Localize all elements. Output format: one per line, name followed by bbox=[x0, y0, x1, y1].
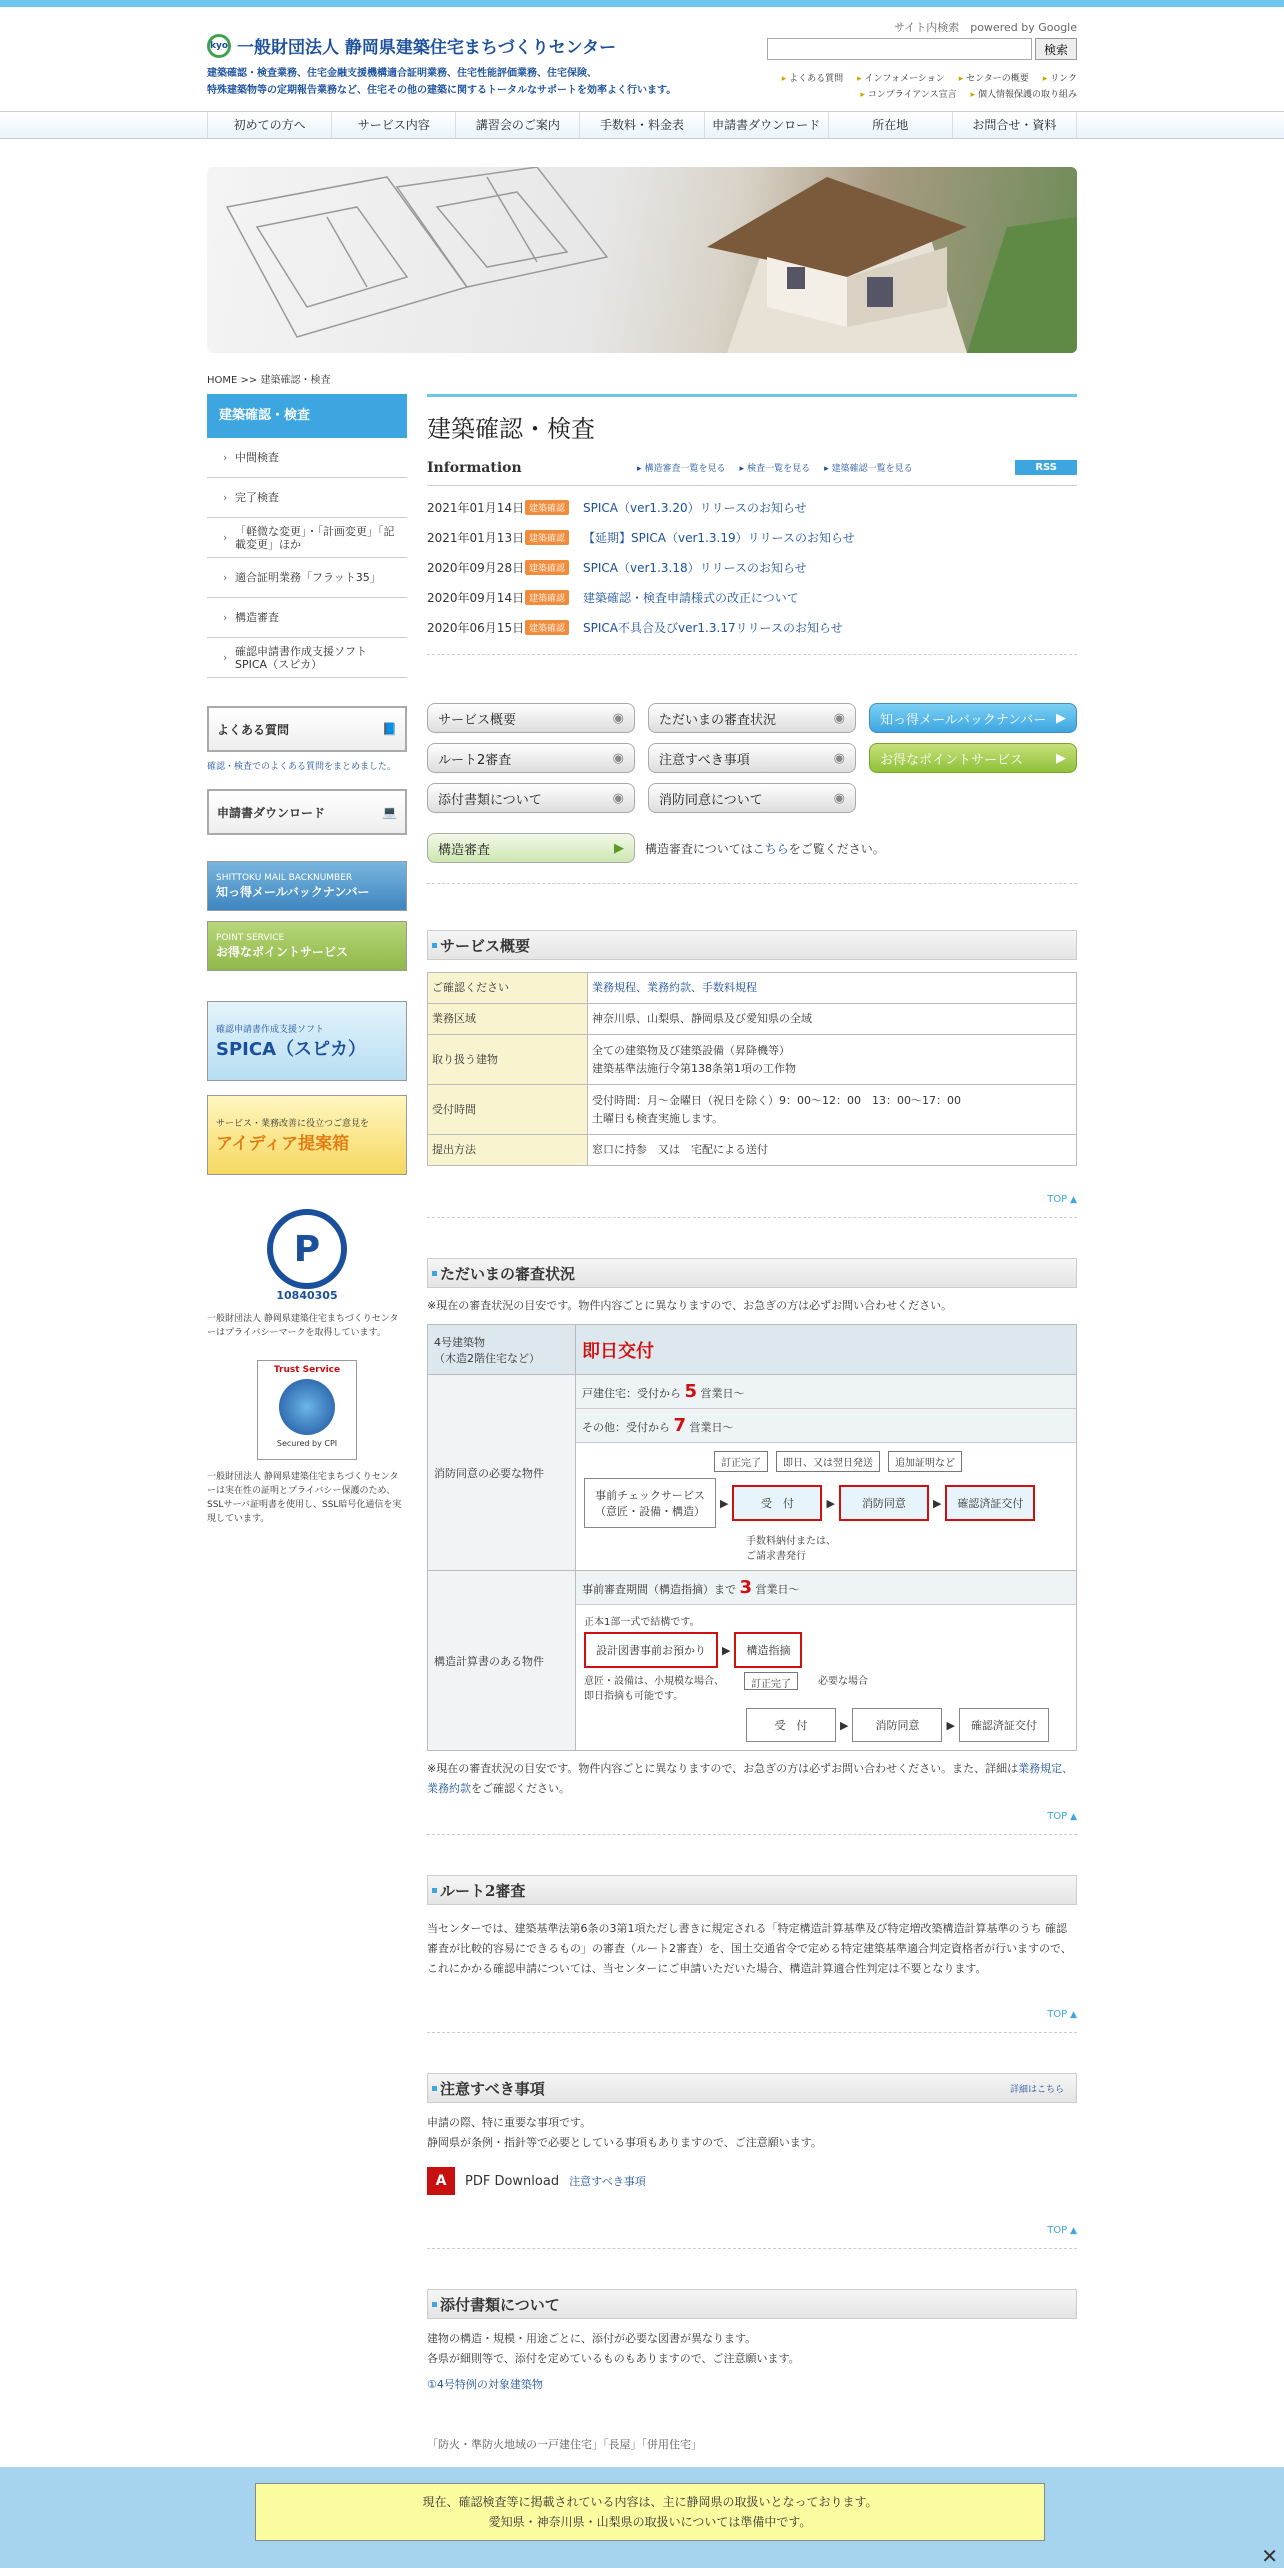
button-label: 知っ得メールバックナンバー bbox=[880, 712, 1047, 728]
site-logo[interactable] bbox=[207, 33, 616, 58]
attach-line: 「防火・準防火地域の一戸建住宅」「長屋」「併用住宅」 bbox=[427, 2438, 702, 2451]
flow-tag: 訂正完了 bbox=[744, 1672, 798, 1690]
globe-icon bbox=[279, 1379, 335, 1435]
nav-item[interactable]: 講習会のご案内 bbox=[455, 112, 579, 138]
table-key: 提出方法 bbox=[428, 1135, 588, 1166]
flow-box: 設計図書事前お預かり bbox=[584, 1632, 718, 1668]
table-row bbox=[428, 1085, 1077, 1135]
attachments-text bbox=[427, 2329, 1077, 2455]
fire-text: 戸建住宅：受付から bbox=[582, 1387, 681, 1400]
news-badge: 建築確認 bbox=[525, 620, 569, 635]
util-link[interactable]: ▸ インフォメーション bbox=[857, 74, 945, 84]
tagline-line: 建築確認・検査業務、住宅金融支援機構適合証明業務、住宅性能評価業務、住宅保険、 bbox=[207, 68, 597, 79]
review-table bbox=[427, 1324, 1077, 1751]
arrow-right-icon: ▶ bbox=[826, 1496, 835, 1510]
util-link[interactable]: ▸ 個人情報保護の取り組み bbox=[971, 90, 1077, 100]
table-row bbox=[428, 1325, 1077, 1375]
route2-text: 当センターでは、建築基準法第6条の3第1項ただし書きに規定される「特定構造計算基準及び特定増改築構造計算基準のうち 確認審査が比較的容易にできるもの」の審査（ルート2審査）を、国土交通省令で定める特定建築基準適合判定資格者が行いますので、これにかかる確認申請については、当センターにご申請いただいた場合、構造計算適合性判定は不要となります。 bbox=[427, 1922, 1072, 1975]
news-badge: 建築確認 bbox=[525, 590, 569, 605]
button-label: 構造審査 bbox=[438, 842, 491, 858]
pdf-link[interactable]: 注意すべき事項 bbox=[569, 2175, 646, 2188]
table-value: 窓口に持参 又は 宅配による送付 bbox=[588, 1135, 1077, 1166]
news-link[interactable]: 【延期】SPICA（ver1.3.19）リリースのお知らせ bbox=[583, 530, 855, 545]
nav-item[interactable]: 初めての方へ bbox=[207, 112, 331, 138]
trust-title: Trust Service bbox=[273, 1365, 341, 1375]
fee-note: ご請求書発行 bbox=[746, 1551, 806, 1562]
banner-sub: SHITTOKU MAIL BACKNUMBER bbox=[216, 872, 353, 883]
button-label: 注意すべき事項 bbox=[659, 752, 750, 768]
button-label: ただいまの審査状況 bbox=[659, 712, 777, 728]
structural-flow bbox=[576, 1605, 1076, 1750]
close-icon[interactable]: ✕ bbox=[1261, 2544, 1278, 2568]
str-text: 事前審査期間（構造指摘）まで bbox=[582, 1583, 736, 1596]
back-to-top[interactable]: TOP ▲ bbox=[427, 2009, 1077, 2020]
arrow-circle-icon: ◉ bbox=[833, 710, 845, 726]
news-date: 2020年06月15日 bbox=[427, 620, 525, 635]
util-link[interactable]: ▸ コンプライアンス宣言 bbox=[860, 90, 956, 100]
table-value: 神奈川県、山梨県、静岡県及び愛知県の全域 bbox=[588, 1004, 1077, 1035]
caution-button[interactable] bbox=[648, 743, 856, 773]
faq-button[interactable] bbox=[207, 706, 407, 752]
faq-note: 確認・検査でのよくある質問をまとめました。 bbox=[207, 762, 397, 772]
spica-banner[interactable] bbox=[207, 1001, 407, 1081]
blueprint-house-illustration bbox=[207, 167, 1077, 353]
attach-line: ①4号特例の対象建築物 bbox=[427, 2378, 543, 2391]
button-label: 消防同意について bbox=[659, 792, 763, 808]
util-link[interactable]: ▸ リンク bbox=[1043, 74, 1077, 84]
back-to-top[interactable]: TOP ▲ bbox=[427, 1194, 1077, 1205]
flow-box: 構造指摘 bbox=[734, 1632, 802, 1668]
arrow-circle-icon: ◉ bbox=[612, 790, 624, 806]
table-row bbox=[428, 1375, 1077, 1571]
news-item bbox=[427, 582, 1077, 612]
banner-sub: サービス・業務改善に役立つご意見を bbox=[216, 1119, 370, 1129]
back-to-top[interactable]: TOP ▲ bbox=[427, 1811, 1077, 1822]
site-header bbox=[207, 7, 1077, 111]
flow-box: 受 付 bbox=[732, 1485, 822, 1521]
rules-link[interactable]: 業務規定、業務約款 bbox=[427, 1762, 1074, 1795]
notice-box bbox=[255, 2483, 1045, 2541]
trust-text: 一般財団法人 静岡県建築住宅まちづくりセンターは実在性の証明とプライバシー保護のため、SSLサーバ証明書を使用し、SSL暗号化通信を実現しています。 bbox=[207, 1472, 402, 1524]
info-link[interactable]: ▸ 建築確認一覧を見る bbox=[824, 461, 913, 474]
point-service-button[interactable] bbox=[869, 743, 1077, 773]
util-link[interactable]: ▸ よくある質問 bbox=[782, 74, 843, 84]
arrow-circle-icon: ◉ bbox=[612, 750, 624, 766]
fee-note: 手数料納付または、 bbox=[746, 1536, 836, 1547]
nav-item[interactable]: サービス内容 bbox=[331, 112, 455, 138]
search-label: サイト内検索 powered by Google bbox=[893, 21, 1077, 34]
download-button[interactable] bbox=[207, 789, 407, 835]
note-text: をご確認ください。 bbox=[471, 1782, 570, 1795]
privacy-mark-icon: P bbox=[267, 1209, 347, 1289]
structural-review-button[interactable] bbox=[427, 833, 635, 863]
flow-box: 消防同意 bbox=[852, 1708, 942, 1742]
table-row bbox=[428, 1135, 1077, 1166]
pmark-number: 10840305 bbox=[276, 1289, 338, 1302]
fire-flow bbox=[576, 1443, 1076, 1570]
info-link[interactable]: ▸ 検査一覧を見る bbox=[740, 461, 811, 474]
table-key: 受付時間 bbox=[428, 1085, 588, 1135]
table-key: 取り扱う建物 bbox=[428, 1035, 588, 1085]
mail-backnumber-button[interactable] bbox=[869, 703, 1077, 733]
note-text: ※現在の審査状況の目安です。物件内容ごとに異なりますので、お急ぎの方は必ずお問い合わせください。また、詳細は bbox=[427, 1762, 1019, 1775]
flow-tag: 必要な場合 bbox=[818, 1676, 868, 1687]
news-link[interactable]: SPICA不具合及びver1.3.17リリースのお知らせ bbox=[583, 620, 843, 635]
button-label: 添付書類について bbox=[438, 792, 542, 808]
sidebar-item[interactable]: › 中間検査 bbox=[207, 438, 407, 478]
news-list bbox=[427, 492, 1077, 642]
sidebar-item[interactable]: › 完了検査 bbox=[207, 478, 407, 518]
top-color-bar bbox=[0, 0, 1284, 7]
download-label: 申請書ダウンロード bbox=[217, 805, 326, 820]
privacy-mark[interactable] bbox=[257, 1209, 357, 1302]
table-key: 業務区域 bbox=[428, 1004, 588, 1035]
book-icon: 📘 bbox=[382, 722, 397, 736]
banner-title: 知っ得メールバックナンバー bbox=[216, 884, 370, 899]
button-label: サービス概要 bbox=[438, 712, 517, 728]
fire-text: 営業日〜 bbox=[700, 1387, 745, 1400]
caution-text bbox=[427, 2113, 1077, 2153]
service-overview-heading: サービス概要 bbox=[427, 930, 1077, 960]
news-item bbox=[427, 522, 1077, 552]
row-key: 4号建築物 bbox=[434, 1335, 485, 1349]
route2-heading: ルート2審査 bbox=[427, 1875, 1077, 1905]
review-note-2 bbox=[427, 1759, 1077, 1799]
flow-box: 事前チェックサービス （意匠・設備・構造） bbox=[584, 1478, 716, 1528]
arrow-circle-icon: ◉ bbox=[833, 790, 845, 806]
str-days: 3 bbox=[739, 1577, 753, 1598]
same-day-label: 即日交付 bbox=[582, 1340, 654, 1362]
arrow-circle-icon: ▶ bbox=[614, 840, 624, 856]
news-link[interactable]: 建築確認・検査申請様式の改正について bbox=[583, 590, 799, 605]
kozo-note bbox=[645, 840, 885, 857]
pdf-label: PDF Download bbox=[465, 2173, 560, 2189]
info-link[interactable]: ▸ 構造審査一覧を見る bbox=[637, 461, 726, 474]
caution-heading bbox=[427, 2073, 1077, 2103]
arrow-right-icon: ▶ bbox=[722, 1643, 731, 1657]
attach-line: 各県が細則等で、添付を定めているものもありますので、ご注意願います。 bbox=[427, 2352, 800, 2365]
notice-line: 愛知県・神奈川県・山梨県の取扱いについては準備中です。 bbox=[488, 2515, 812, 2529]
caution-line: 申請の際、特に重要な事項です。 bbox=[427, 2116, 592, 2129]
global-nav bbox=[0, 111, 1284, 139]
fire-text: 営業日〜 bbox=[689, 1421, 734, 1434]
sidebar bbox=[207, 394, 407, 2455]
flow-box: 確認済証交付 bbox=[959, 1708, 1049, 1742]
back-to-top[interactable]: TOP ▲ bbox=[427, 2225, 1077, 2236]
button-label: お得なポイントサービス bbox=[880, 752, 1024, 768]
table-value: 全ての建築物及び建築設備（昇降機等） bbox=[592, 1043, 790, 1057]
news-link[interactable]: SPICA（ver1.3.18）リリースのお知らせ bbox=[583, 560, 807, 575]
arrow-right-icon: ▶ bbox=[720, 1496, 729, 1510]
str-note: 即日指摘も可能です。 bbox=[584, 1691, 684, 1702]
notice-line: 現在、確認検査等に掲載されている内容は、主に静岡県の取扱いとなっております。 bbox=[422, 2495, 878, 2509]
table-value: 土曜日も検査実施します。 bbox=[592, 1111, 724, 1125]
arrow-circle-icon: ▶ bbox=[1056, 710, 1066, 726]
point-service-banner[interactable] bbox=[207, 921, 407, 971]
pdf-icon: A bbox=[427, 2167, 455, 2195]
info-bar bbox=[427, 450, 1077, 486]
str-note: 正本1部一式で結構です。 bbox=[584, 1617, 700, 1628]
rules-link[interactable]: 業務規程、業務約款、手数料規程 bbox=[592, 981, 757, 994]
review-status-button[interactable] bbox=[648, 703, 856, 733]
flow-box: 消防同意 bbox=[839, 1485, 929, 1521]
attachments-button[interactable] bbox=[427, 783, 635, 813]
main-content bbox=[427, 394, 1077, 2455]
banner-sub: POINT SERVICE bbox=[216, 932, 285, 943]
sidebar-item[interactable]: › 確認申請書作成支援ソフト SPICA（スピカ） bbox=[207, 638, 407, 678]
nav-item[interactable]: 手数料・料金表 bbox=[579, 112, 703, 138]
flow-tag: 即日、又は翌日発送 bbox=[776, 1451, 880, 1472]
news-badge: 建築確認 bbox=[525, 530, 569, 545]
search-input[interactable] bbox=[767, 38, 1032, 60]
sidebar-item[interactable]: › 適合証明業務「フラット35」 bbox=[207, 558, 407, 598]
detail-link[interactable]: 詳細はこちら bbox=[1009, 2084, 1064, 2095]
table-row bbox=[428, 1035, 1077, 1085]
arrow-right-icon: ▶ bbox=[932, 1496, 942, 1510]
news-date: 2020年09月28日 bbox=[427, 560, 525, 575]
pmark-text: 一般財団法人 静岡県建築住宅まちづくりセンターはプライバシーマークを取得しています。 bbox=[207, 1314, 399, 1338]
table-row bbox=[428, 1571, 1077, 1751]
nav-item[interactable]: お問合せ・資料 bbox=[952, 112, 1077, 138]
news-item bbox=[427, 552, 1077, 582]
page-title: 建築確認・検査 bbox=[427, 394, 1077, 442]
service-table bbox=[427, 972, 1077, 1166]
sidebar-item[interactable]: › 「軽微な変更」・「計画変更」「記載変更」ほか bbox=[207, 518, 407, 558]
arrow-right-icon: ▶ bbox=[840, 1718, 849, 1732]
tagline-line: 特殊建築物等の定期報告業務など、住宅その他の建築に関するトータルなサポートを効率よく行います。 bbox=[207, 85, 677, 96]
attachments-heading: 添付書類について bbox=[427, 2289, 1077, 2319]
arrow-circle-icon: ◉ bbox=[833, 750, 845, 766]
fire-days: 7 bbox=[673, 1415, 687, 1436]
row-key: （木造2階住宅など） bbox=[434, 1351, 540, 1365]
review-status-heading: ただいまの審査状況 bbox=[427, 1258, 1077, 1288]
news-date: 2021年01月14日 bbox=[427, 500, 525, 515]
attach-line: 建物の構造・規模・用途ごとに、添付が必要な図書が異なります。 bbox=[427, 2332, 757, 2345]
faq-label: よくある質問 bbox=[217, 722, 290, 737]
table-value: 受付時間：月〜金曜日（祝日を除く）9：00〜12：00 13：00〜17：00 bbox=[592, 1093, 961, 1107]
trust-sub: Secured by CPI bbox=[276, 1439, 338, 1448]
banner-title: SPICA（スピカ） bbox=[216, 1038, 366, 1060]
info-title: Information bbox=[427, 459, 522, 476]
caution-line: 静岡県が条例・指針等で必要としている事項もありますので、ご注意願います。 bbox=[427, 2136, 822, 2149]
fire-days: 5 bbox=[684, 1381, 698, 1402]
sidebar-head[interactable]: 建築確認・検査 bbox=[207, 394, 407, 438]
news-date: 2020年09月14日 bbox=[427, 590, 525, 605]
str-note: 意匠・設備は、小規模な場合、 bbox=[584, 1676, 724, 1687]
table-row bbox=[428, 1004, 1077, 1035]
review-note: ※現在の審査状況の目安です。物件内容ごとに異なりますので、お急ぎの方は必ずお問い合わせください。 bbox=[427, 1299, 953, 1312]
fire-consent-button[interactable] bbox=[648, 783, 856, 813]
quick-buttons bbox=[427, 703, 1077, 813]
site-search bbox=[767, 19, 1077, 60]
nav-item[interactable]: 申請書ダウンロード bbox=[704, 112, 828, 138]
util-link[interactable]: ▸ センターの概要 bbox=[959, 74, 1029, 84]
heading-text: 注意すべき事項 bbox=[440, 2079, 545, 2098]
news-badge: 建築確認 bbox=[525, 500, 569, 515]
flow-box: 確認済証交付 bbox=[945, 1485, 1035, 1521]
kozo-note-text: 構造審査については bbox=[645, 841, 753, 856]
banner-title: アイディア提案箱 bbox=[216, 1134, 350, 1154]
rss-button[interactable]: RSS bbox=[1015, 460, 1077, 475]
banner-sub: 確認申請書作成支援ソフト bbox=[216, 1024, 325, 1035]
arrow-right-icon: ▶ bbox=[946, 1718, 955, 1732]
table-key: ご確認ください bbox=[428, 973, 588, 1004]
trust-seal[interactable] bbox=[257, 1360, 357, 1460]
news-item bbox=[427, 612, 1077, 642]
search-button[interactable]: 検索 bbox=[1035, 38, 1077, 60]
arrow-circle-icon: ◉ bbox=[612, 710, 624, 726]
table-row bbox=[428, 973, 1077, 1004]
logo-icon: kyo bbox=[207, 34, 231, 58]
flow-tag: 訂正完了 bbox=[714, 1451, 768, 1472]
kozo-note-text: をご覧ください。 bbox=[788, 841, 885, 856]
nav-item[interactable]: 所在地 bbox=[828, 112, 952, 138]
utility-links bbox=[697, 71, 1077, 103]
kozo-link[interactable]: こちら bbox=[752, 841, 789, 856]
laptop-icon: 💻 bbox=[382, 805, 397, 819]
fire-text: その他：受付から bbox=[582, 1421, 670, 1434]
mail-backnumber-banner[interactable] bbox=[207, 861, 407, 911]
news-date: 2021年01月13日 bbox=[427, 530, 525, 545]
banner-title: お得なポイントサービス bbox=[216, 944, 349, 959]
service-overview-button[interactable] bbox=[427, 703, 635, 733]
str-text: 営業日〜 bbox=[755, 1583, 800, 1596]
news-item bbox=[427, 492, 1077, 522]
pdf-download-row bbox=[427, 2167, 1077, 2195]
arrow-circle-icon: ▶ bbox=[1056, 750, 1066, 766]
hero-image bbox=[207, 167, 1077, 353]
row-key: 構造計算書のある物件 bbox=[434, 1654, 544, 1668]
flow-box: 受 付 bbox=[746, 1708, 836, 1742]
idea-box-banner[interactable] bbox=[207, 1095, 407, 1175]
route2-button[interactable] bbox=[427, 743, 635, 773]
news-badge: 建築確認 bbox=[525, 560, 569, 575]
sidebar-item[interactable]: › 構造審査 bbox=[207, 598, 407, 638]
org-name: 一般財団法人 静岡県建築住宅まちづくりセンター bbox=[237, 38, 617, 58]
tagline bbox=[207, 65, 676, 99]
row-key: 消防同意の必要な物件 bbox=[434, 1466, 544, 1480]
table-value: 建築基準法施行令第138条第1項の工作物 bbox=[592, 1061, 796, 1075]
news-link[interactable]: SPICA（ver1.3.20）リリースのお知らせ bbox=[583, 500, 807, 515]
flow-tag: 追加証明など bbox=[888, 1451, 962, 1472]
button-label: ルート2審査 bbox=[438, 752, 512, 768]
breadcrumb[interactable]: HOME >> 建築確認・検査 bbox=[207, 375, 331, 386]
